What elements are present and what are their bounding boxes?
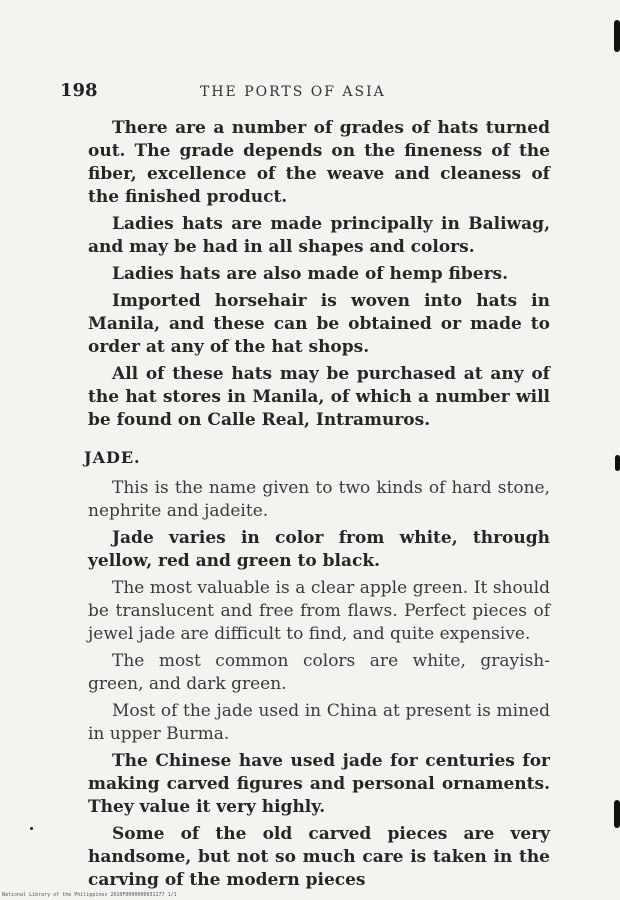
paragraph: Most of the jade used in China at present is mined in upper Burma. [88,701,550,744]
page-number: 198 [60,80,98,101]
scan-edge-mark [614,20,620,52]
paragraph: The most common colors are white, grayish-green, and dark green. [88,651,550,694]
paragraph: The most valuable is a clear apple green. It should be translucent and free from flaws. Perfect pieces of jewel jade are difficult to find, and quite expensive. [88,578,550,644]
paragraph: All of these hats may be purchased at any of the hat stores in Manila, of which a number will be found on Calle Real, Intramuros. [88,364,550,430]
paragraph: Ladies hats are also made of hemp fibers. [112,264,509,284]
paragraph: There are a number of grades of hats turned out. The grade depends on the fineness of the fiber, excellence of the weave and cleaness of the finished product. [88,118,550,207]
paragraph: Jade varies in color from white, through yellow, red and green to black. [88,528,550,571]
scan-dust-speck [30,827,33,830]
paragraph: Imported horsehair is woven into hats in Manila, and these can be obtained or made to order at any of the hat shops. [88,291,550,357]
page-header [60,80,560,101]
paragraph: Ladies hats are made principally in Baliwag, and may be had in all shapes and colors. [88,214,550,257]
running-title: THE PORTS OF ASIA [200,84,386,100]
body-text [84,117,550,896]
paragraph: This is the name given to two kinds of hard stone, nephrite and jadeite. [88,478,550,521]
footer-credit: National Library of the Philippines 2010F0000000031177 1/1 [2,892,177,898]
section-title: JADE. [84,448,141,467]
paragraph: The Chinese have used jade for centuries for making carved figures and personal ornaments. They value it very highly. [88,751,550,817]
scan-edge-mark [614,800,620,828]
paragraph: Some of the old carved pieces are very handsome, but not so much care is taken in the carving of the modern pieces [88,824,550,890]
scan-edge-mark [615,455,620,471]
